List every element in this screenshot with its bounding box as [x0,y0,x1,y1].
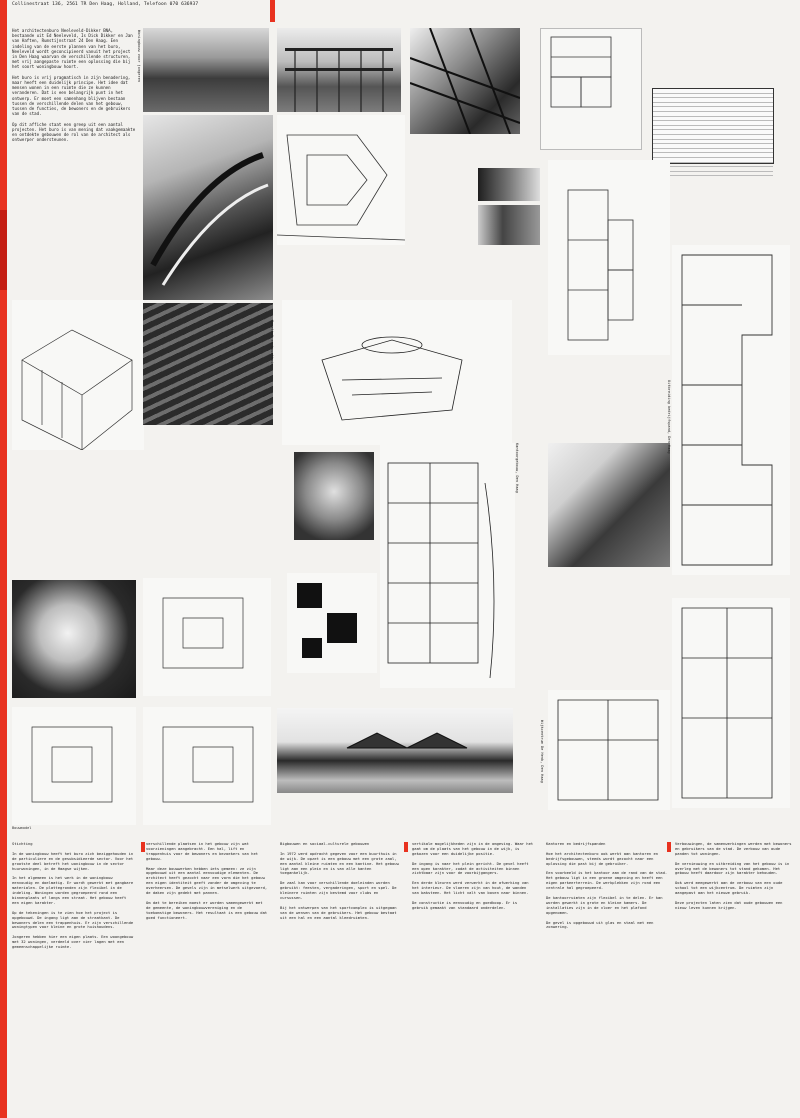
site-plan-small-1 [12,707,136,825]
plan-office-right [672,598,790,808]
photo-people-hall [294,452,374,540]
plan-mass-block [287,573,377,673]
photo-windows [478,168,540,201]
caption-vertical: Wijkcentrum De Henk, Den Haag [540,720,544,783]
photo-houses [143,28,269,112]
schedule-table [652,88,774,164]
plan-office [548,690,670,810]
red-accent-bar [0,210,7,290]
header-address: Collinestraat 136, 2561 TR Den Haag, Holland, Telefoon 070 636937 [12,2,199,7]
text-column-1: Stichting In de woningbouw heeft het buro zich beziggehouden in de particuliere en de gesubsidieerde sector. Voor het grootste deel betreft het woningbouw in de sector huurwoningen, in de Haagse wijken. In het algemeen is het werk in de woningbouw eenvoudig en doelmatig. Er wordt gewerkt met gangbare materialen. De plattegronden zijn flexibel in de indeling. Woningen worden gegroepeerd rond een binnenplaats of langs een straat. Het gebouw heeft een eigen karakter. Op de tekeningen is te zien hoe het project is opgebouwd. De ingang ligt aan de straatkant. De bewoners delen een trappenhuis. Er zijn verschillende woningtypen voor kleine en grote huishoudens. Jongeren hebben hier een eigen plaats. Een woongebouw met 32 woningen, verdeeld over vier lagen met een gemeenschappelijke ruimte. [12,841,134,950]
text-column-2: verschillende plaatsen in het gebouw zijn wat voorzieningen aangebracht. Een hal, lift en trappenhuis voor de bewoners en bezoekers van het gebouw. Maar deze bouwwerken hebben iets gemeen: ze zijn opgebouwd uit een aantal eenvoudige elementen. De architect heeft gezocht naar een vorm die het gebouw een eigen identiteit geeft zonder de omgeving te overheersen. De gevels zijn in metselwerk uitgevoerd, de daken zijn gedekt met pannen. Om dat te bereiken moest er worden samengewerkt met de gemeente, de woningbouwvereniging en de toekomstige bewoners. Het resultaat is een gebouw dat goed functioneert. [146,841,268,920]
caption-vertical: Woningbouw voor jongeren [137,30,141,82]
site-plan-small-2 [143,707,271,825]
intro-text: Het architectenburo Neeleveld-Dikker BNA, bestaande uit Ed Neeleveld, Is Dick Dikker en Jan van Haften, Rumstijnstraat 24 Den Haag. Een indeling van de eerste plannen van het buro, Neeleveld wordt geconcipieerd vanuit het project in Den Haag waarvan de verschillende structuren, met vrij aangepaste ruimte een oplossing die bij het soort woningbouw hoort. Het buro is vrij pragmatisch in zijn benadering, maar heeft een duidelijk principe. Het idee dat mensen wonen in een ruimte die ze kunnen veranderen. Dat is een belangrijk punt in het ontwerp. Er moet een samenhang blijven bestaan tussen de verschillende delen van het gebouw, tussen de functies, de bewoners en de gebruikers van de stad. Op dit affiche staat een greep uit een aantal projecten. Het buro is van mening dat vaakgemaakte en ontdekte gebouwen de rol van de architect als ontwerper ondersteunen. [12,28,136,143]
photo-skylight [548,443,670,567]
caption-bottom-left: Bouwmodel [12,826,32,830]
text-column-4: vertikale mogelijkheden zijn in de omgeving. Waar het gaat om de plaats van het gebouw in de wijk, is gekozen voor een duidelijke positie. De ingang is naar het plein gericht. De gevel heeft een open karakter, zodat de activiteiten binnen zichtbaar zijn voor de voorbijgangers. Een derde kleuren werd verwerkt in de afwerking van het interieur. De vloeren zijn van hout, de wanden van baksteen. Het licht valt van boven naar binnen. De constructie is eenvoudig en goedkoop. Er is gebruik gemaakt van standaard onderdelen. [412,841,534,910]
photo-balcony-gallery [277,28,401,112]
plan-floor-long [672,245,790,575]
drawing-building-aerial [282,300,512,445]
photo-building-exterior [277,708,513,793]
text-column-3: Bigbouwen en sociaal-culturele gebouwen In 1972 werd opdracht gegeven voor een buurthuis in de wijk. De opzet is een gebouw met een grote zaal, een aantal kleine ruimten en een kantine. Het gebouw ligt aan een plein en is van alle kanten toegankelijk. De zaal kan voor verschillende doeleinden worden gebruikt: feesten, vergaderingen, sport en spel. De kleinere ruimten zijn bestemd voor clubs en cursussen. Bij het ontwerpen van het sportcomplex is uitgegaan van de wensen van de gebruikers. Het gebouw bestaat uit een hal en een aantal kleedruimten. [280,841,399,920]
text-column-6: Verbouwingen, de samenwerkingen werden met bewoners en gebruikers van de stad. De verbouw van oude panden tot woningen. De vernieuwing en uitbreiding van het gebouw is in overleg met de bewoners tot stand gekomen. Het gebouw heeft daardoor zijn karakter behouden. Ook werd meegewerkt aan de verbouw van een oude school tot een wijkcentrum. De ruimten zijn aangepast aan het nieuwe gebruik. Deze projecten laten zien dat oude gebouwen een nieuw leven kunnen krijgen. [675,841,792,910]
plan-drawing-small [540,28,642,150]
site-plan [143,578,271,696]
plan-site [277,115,405,245]
plan-corridor [380,443,515,688]
plan-floor [548,160,670,355]
red-accent-bar [404,842,408,852]
photo-roof-diagonal [143,303,273,425]
red-accent-bar [0,0,7,1118]
caption-vertical: Uitbreiding bedrijfspand, Den Haag [667,380,671,454]
photo-stairs [143,115,273,300]
red-accent-bar [141,842,145,852]
text-column-5: Kantoren en bedrijfspanden Hoe het architectenburo ook werkt aan kantoren en bedrijfsgebouwen, steeds wordt gezocht naar een oplossing die past bij de gebruiker. Een voorbeeld is het kantoor aan de rand van de stad. Het gebouw ligt in een groene omgeving en heeft een eigen parkeerterrein. De werkplekken zijn rond een centrale hal gegroepeerd. De kantoorruimten zijn flexibel in te delen. Er kan worden gewerkt in grote en kleine kamers. De installaties zijn in de vloer en het plafond opgenomen. De gevel is opgebouwd uit glas en staal met een zonwering. [546,841,668,930]
photo-model [12,580,136,698]
axonometric-drawing [12,300,144,450]
photo-interior [478,205,540,245]
caption-vertical: Kantoorgebouw, Den Haag [515,443,519,493]
photo-facade [410,28,520,134]
caption-vertical: Sporthal en buurthuis [270,320,274,366]
